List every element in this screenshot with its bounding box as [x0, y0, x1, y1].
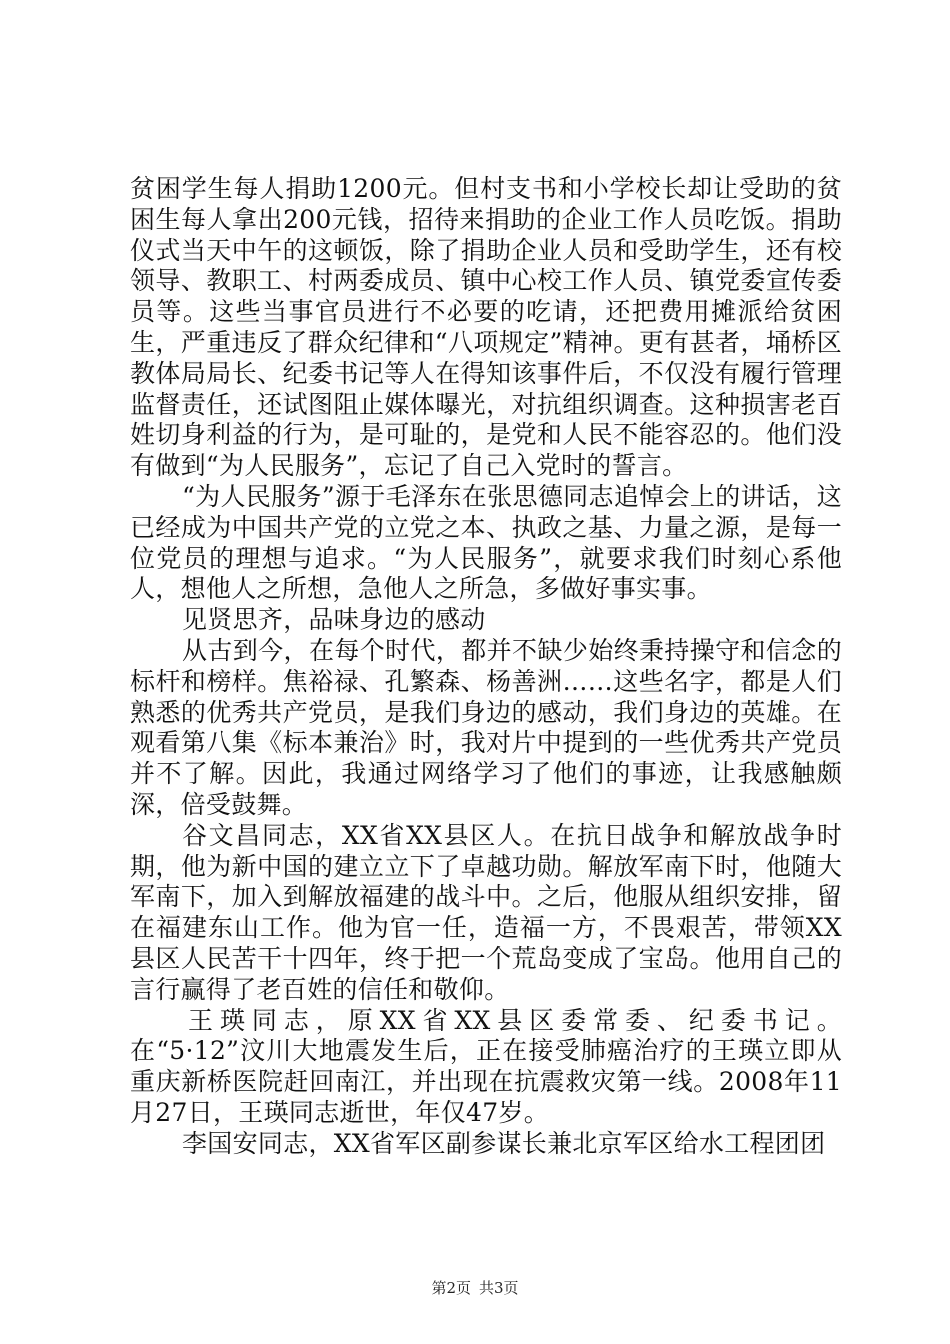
section-heading: 见贤思齐，品味身边的感动	[182, 605, 486, 635]
paragraph-5: 谷文昌同志，XX省XX县区人。在抗日战争和解放战争时期，他为新中国的建立立下了卓越功勋。解放军南下时，他随大军南下，加入到解放福建的战斗中。之后，他服从组织安排，留在福建东山工作。他为官一任，造福一方，不畏艰苦，带领XX县区人民苦干十四年，终于把一个荒岛变成了宝岛。他用自己的言行赢得了老百姓的信任和敬仰。	[130, 820, 842, 1004]
page-total: 共3页	[479, 1279, 519, 1297]
paragraph-7: 李国安同志，XX省军区副参谋长兼北京军区给水工程团团	[182, 1128, 826, 1158]
paragraph-2: “为人民服务”源于毛泽东在张思德同志追悼会上的讲话，这已经成为中国共产党的立党之本、执政之基、力量之源，是每一位党员的理想与追求。“为人民服务”，就要求我们时刻心系他人，想他人之所想，急他人之所急，多做好事实事。	[130, 481, 842, 604]
page-number: 第2页	[431, 1279, 471, 1297]
document-body	[130, 174, 842, 1160]
paragraph-4: 从古到今，在每个时代，都并不缺少始终秉持操守和信念的标杆和榜样。焦裕禄、孔繁森、杨善洲……这些名字，都是人们熟悉的优秀共产党员，是我们身边的感动，我们身边的英雄。在观看第八集《标本兼治》时，我对片中提到的一些优秀共产党员并不了解。因此，我通过网络学习了他们的事迹，让我感触颇深，倍受鼓舞。	[130, 635, 842, 819]
paragraph-6: 王瑛同志，原XX省XX县区委常委、纪委书记。在“5·12”汶川大地震发生后，正在接受肺癌治疗的王瑛立即从重庆新桥医院赶回南江，并出现在抗震救灾第一线。2008年11月27日，王瑛同志逝世，年仅47岁。	[130, 1005, 842, 1127]
paragraph-1: 贫困学生每人捐助1200元。但村支书和小学校长却让受助的贫困生每人拿出200元钱，招待来捐助的企业工作人员吃饭。捐助仪式当天中午的这顿饭，除了捐助企业人员和受助学生，还有校领导、教职工、村两委成员、镇中心校工作人员、镇党委宣传委员等。这些当事官员进行不必要的吃请，还把费用摊派给贫困生，严重违反了群众纪律和“八项规定”精神。更有甚者，埇桥区教体局局长、纪委书记等人在得知该事件后，不仅没有履行管理监督责任，还试图阻止媒体曝光，对抗组织调查。这种损害老百姓切身利益的行为，是可耻的，是党和人民不能容忍的。他们没有做到“为人民服务”，忘记了自己入党时的誓言。	[130, 174, 842, 481]
page-footer	[0, 1278, 950, 1298]
